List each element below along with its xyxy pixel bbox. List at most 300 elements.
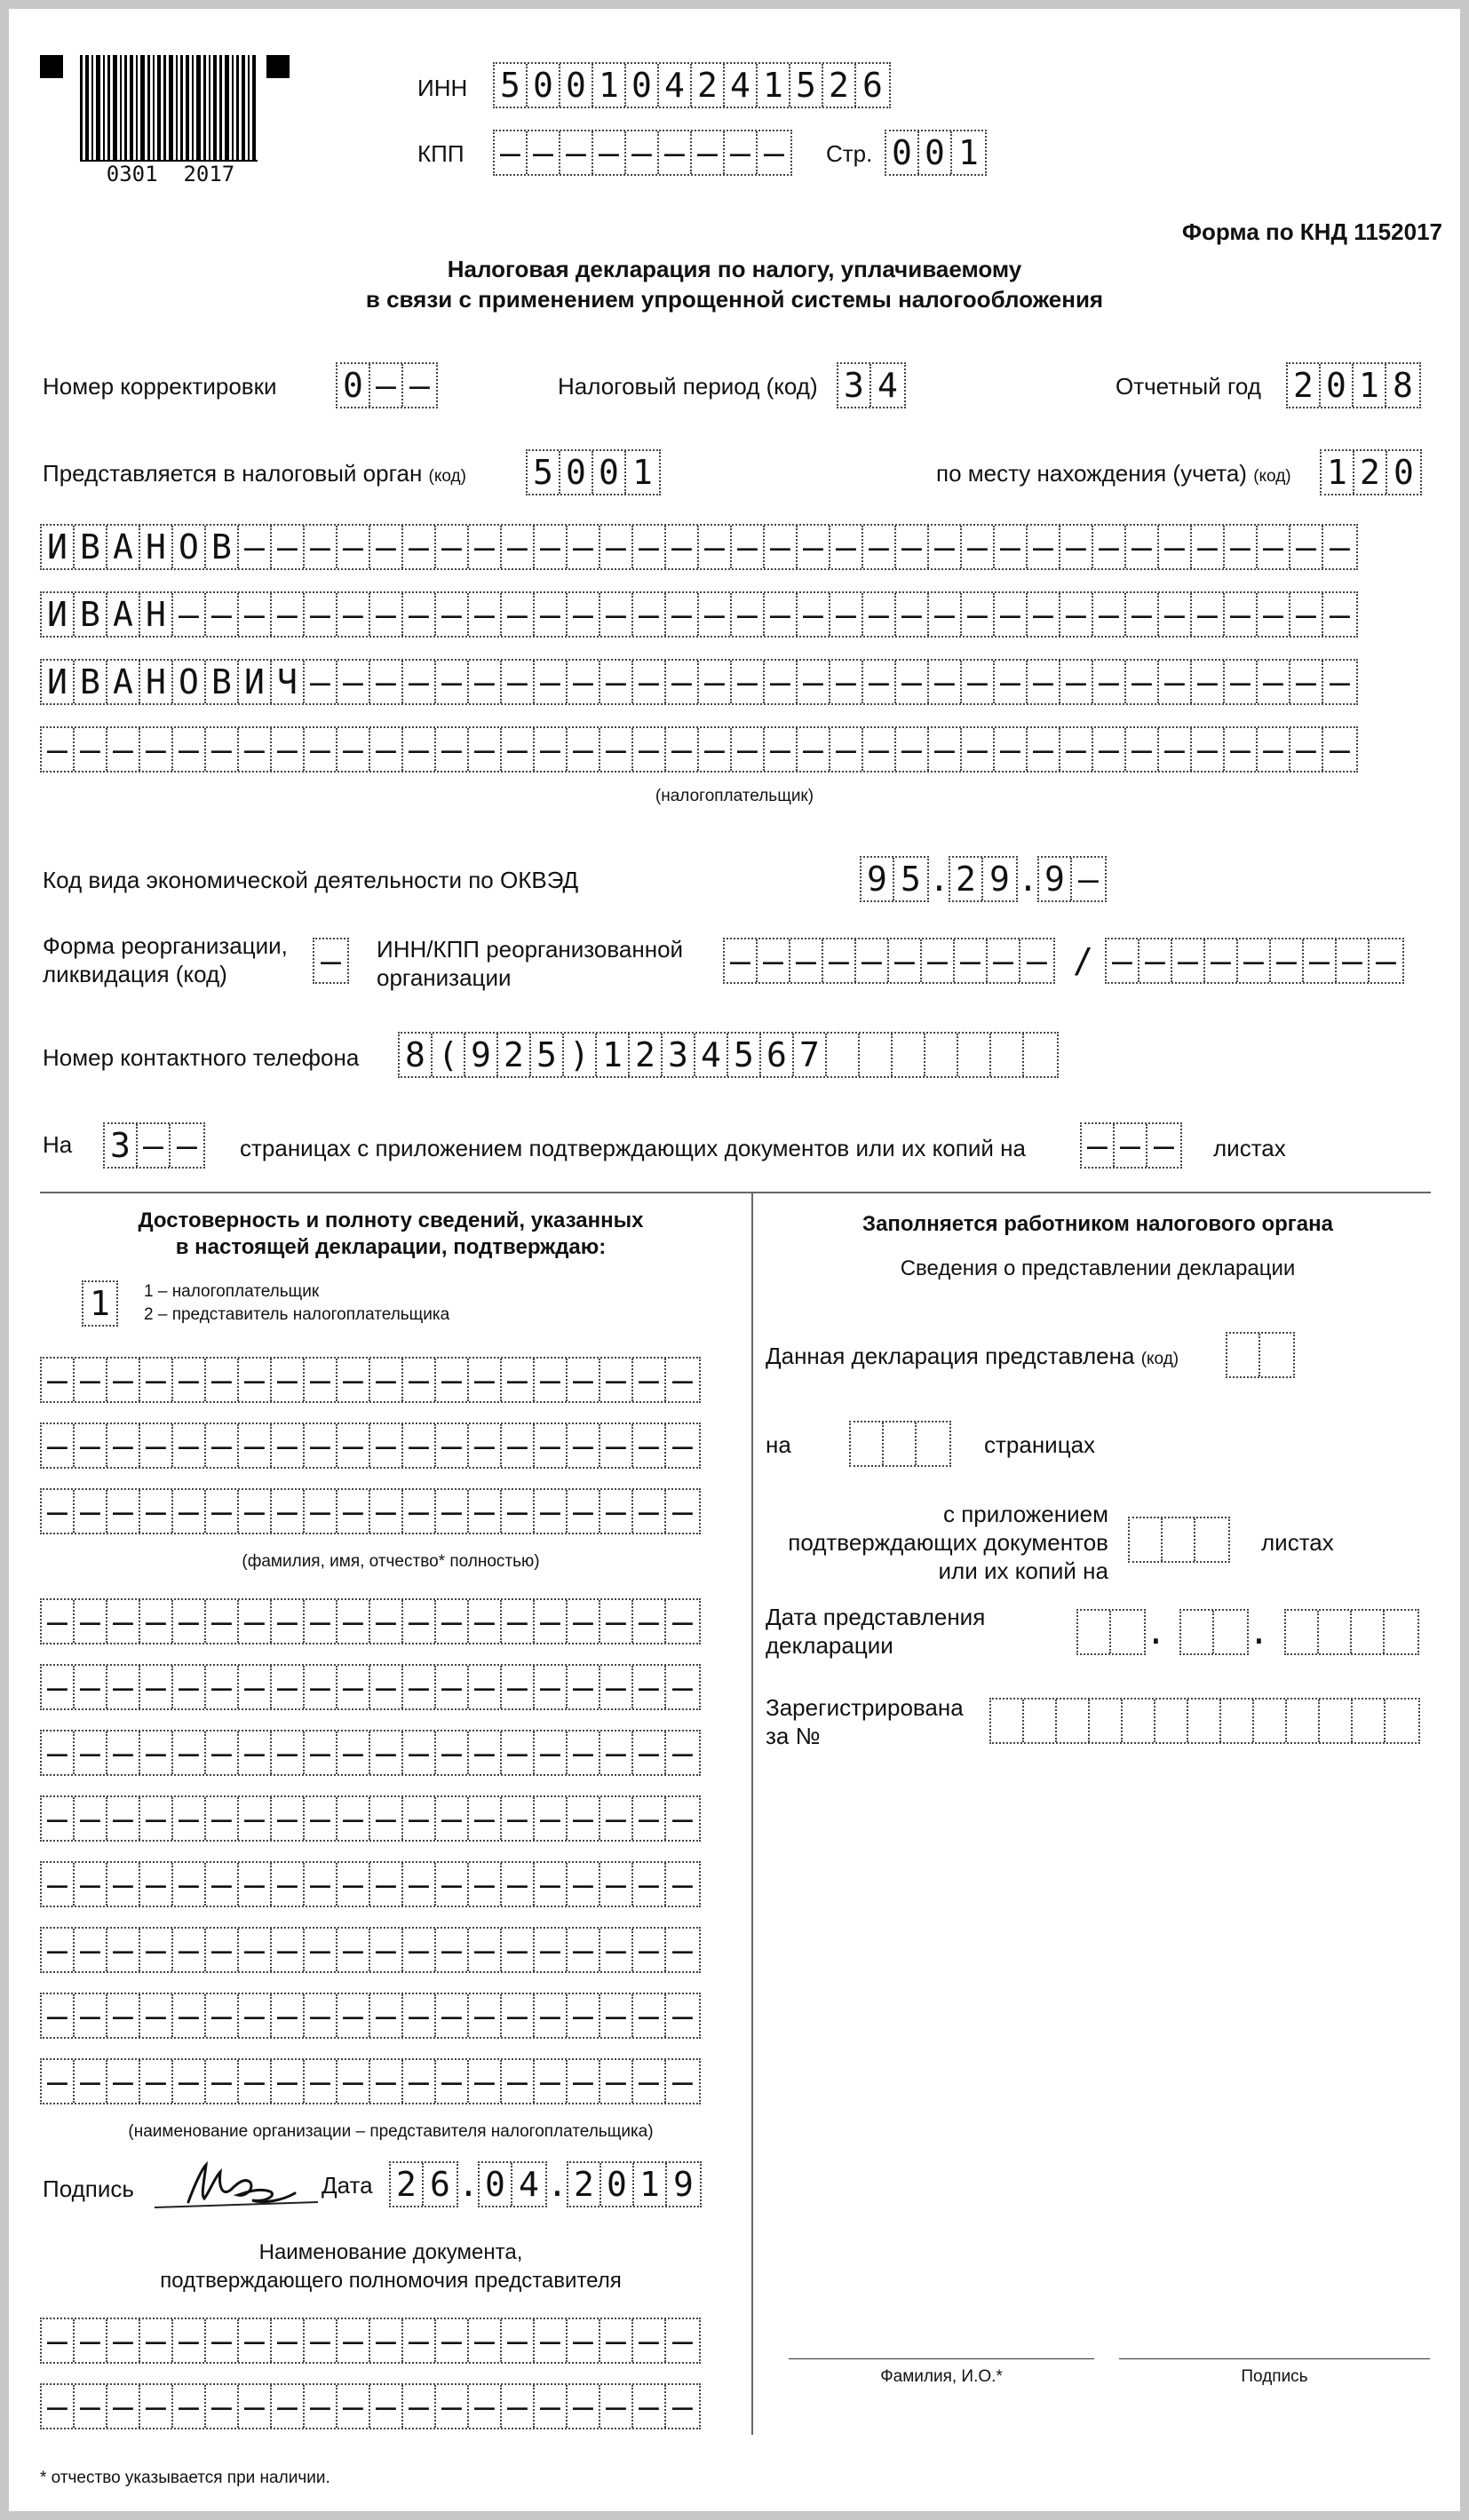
char-cell: –	[633, 2385, 666, 2428]
char-cell: –	[568, 1797, 600, 1840]
char-cell: 0	[528, 64, 560, 107]
char-cell: –	[962, 661, 995, 703]
char-cell: –	[600, 593, 633, 636]
inn-field[interactable]	[493, 62, 891, 108]
char-cell: –	[1093, 728, 1126, 771]
char-cell: –	[535, 1666, 568, 1708]
char-cell: –	[1028, 728, 1060, 771]
title-line-1: Налоговая декларация по налогу, уплачиваемому	[447, 256, 1022, 282]
char-cell: –	[502, 728, 535, 771]
char-cell: –	[239, 1994, 272, 2037]
char-cell: –	[1139, 939, 1172, 982]
char-cell	[991, 1700, 1024, 1742]
char-cell: –	[403, 2319, 436, 2362]
year-field[interactable]	[1286, 362, 1421, 408]
char-cell: –	[469, 1994, 502, 2037]
pages-field[interactable]	[103, 1122, 205, 1169]
char-cell: –	[239, 1666, 272, 1708]
reorg-kpp-field[interactable]	[1105, 938, 1404, 984]
char-cell: –	[272, 526, 305, 568]
char-cell	[1214, 1611, 1247, 1653]
char-cell: А	[107, 526, 140, 568]
char-cell: 0	[337, 364, 370, 407]
char-cell: –	[436, 2060, 469, 2103]
char-cell: –	[535, 1600, 568, 1643]
char-cell: –	[633, 1490, 666, 1533]
reorg-field[interactable]	[313, 938, 349, 984]
char-cell: –	[337, 1424, 370, 1467]
char-cell: –	[1028, 526, 1060, 568]
char-cell: –	[535, 1424, 568, 1467]
org-line-6[interactable]	[40, 1927, 701, 1973]
char-cell	[860, 1034, 893, 1076]
submit-date-year[interactable]	[1284, 1609, 1419, 1655]
char-cell: –	[600, 661, 633, 703]
char-cell: –	[403, 1424, 436, 1467]
char-cell: –	[370, 1797, 403, 1840]
char-cell: –	[896, 526, 929, 568]
char-cell: –	[107, 1600, 140, 1643]
char-cell: –	[1126, 728, 1159, 771]
char-cell: –	[75, 2060, 107, 2103]
char-cell	[851, 1422, 884, 1465]
char-cell: –	[370, 1359, 403, 1401]
char-cell: –	[1115, 1124, 1147, 1167]
char-cell: –	[1330, 730, 1350, 769]
char-cell: –	[370, 1424, 403, 1467]
char-cell: –	[272, 728, 305, 771]
char-cell: И	[42, 526, 75, 568]
char-cell: –	[568, 1732, 600, 1774]
char-cell: –	[305, 1424, 337, 1467]
date-day-field[interactable]	[389, 2161, 458, 2207]
char-cell: И	[42, 661, 75, 703]
org-line-7[interactable]	[40, 1993, 701, 2039]
okved-part-2[interactable]	[949, 856, 1018, 902]
char-cell: –	[600, 1929, 633, 1971]
char-cell: –	[1225, 593, 1258, 636]
char-cell: 1	[593, 64, 626, 107]
char-cell: –	[403, 1490, 436, 1533]
phone-label: Номер контактного телефона	[43, 1044, 360, 1071]
char-cell: –	[403, 1994, 436, 2037]
char-cell: 1	[958, 133, 979, 172]
char-cell: –	[305, 1797, 337, 1840]
org-line-5[interactable]	[40, 1861, 701, 1907]
char-cell: –	[798, 526, 830, 568]
taxpayer-line-3[interactable]	[40, 659, 1358, 705]
char-cell: –	[107, 1424, 140, 1467]
location-field[interactable]	[1320, 449, 1422, 495]
char-cell: –	[173, 1863, 206, 1906]
char-cell: –	[107, 1490, 140, 1533]
char-cell: –	[1126, 526, 1159, 568]
char-cell: –	[1126, 593, 1159, 636]
date-month-field[interactable]	[478, 2161, 547, 2207]
char-cell: –	[272, 2060, 305, 2103]
char-cell: –	[568, 1994, 600, 2037]
char-cell: 0	[1321, 364, 1354, 407]
char-cell: –	[370, 364, 403, 407]
period-label: Налоговый период (код)	[558, 373, 818, 400]
date-label: Дата	[322, 2172, 373, 2199]
char-cell: –	[337, 1666, 370, 1708]
char-cell: –	[75, 1666, 107, 1708]
char-cell: –	[140, 1600, 173, 1643]
submit-date-month[interactable]	[1179, 1609, 1249, 1655]
char-cell: –	[337, 2060, 370, 2103]
char-cell: –	[173, 593, 206, 636]
char-cell: –	[568, 1359, 600, 1401]
taxpayer-line-1[interactable]	[40, 524, 1358, 570]
okved-dot-1: .	[929, 860, 949, 899]
char-cell: –	[1154, 1126, 1174, 1165]
char-cell	[1181, 1611, 1214, 1653]
char-cell: –	[856, 939, 889, 982]
char-cell: –	[535, 661, 568, 703]
org-line-3[interactable]	[40, 1730, 701, 1776]
char-cell: –	[239, 2385, 272, 2428]
char-cell: –	[672, 1865, 693, 1904]
char-cell: –	[732, 661, 765, 703]
char-cell: –	[765, 593, 798, 636]
fio-line-1[interactable]	[40, 1357, 701, 1403]
char-cell: –	[1159, 526, 1192, 568]
char-cell	[1188, 1700, 1221, 1742]
char-cell: –	[107, 2060, 140, 2103]
char-cell: –	[239, 1424, 272, 1467]
char-cell	[917, 1422, 949, 1465]
reorg-inn-label-2: организации	[377, 964, 512, 991]
char-cell: –	[140, 1797, 173, 1840]
char-cell: –	[436, 1863, 469, 1906]
char-cell: –	[436, 661, 469, 703]
char-cell: –	[955, 939, 988, 982]
char-cell: –	[370, 593, 403, 636]
authority-pages-field[interactable]	[849, 1421, 951, 1467]
char-cell: –	[863, 661, 896, 703]
char-cell	[1090, 1700, 1123, 1742]
char-cell: В	[75, 526, 107, 568]
char-cell: –	[239, 728, 272, 771]
kpp-field[interactable]	[493, 130, 792, 176]
char-cell: –	[1258, 728, 1290, 771]
signer-option-1: 1 – налогоплательщик	[144, 1282, 320, 1301]
org-line-2[interactable]	[40, 1664, 701, 1710]
char-cell: –	[140, 1929, 173, 1971]
char-cell: –	[206, 1600, 239, 1643]
char-cell: –	[403, 728, 436, 771]
char-cell: 2	[692, 64, 725, 107]
char-cell: –	[535, 1863, 568, 1906]
char-cell: –	[1258, 661, 1290, 703]
char-cell	[1078, 1611, 1111, 1653]
fio-line-3[interactable]	[40, 1488, 701, 1534]
submit-date-day[interactable]	[1076, 1609, 1146, 1655]
char-cell: –	[42, 728, 75, 771]
char-cell: –	[173, 728, 206, 771]
char-cell: –	[75, 1600, 107, 1643]
date-year-field[interactable]	[567, 2161, 702, 2207]
location-label: по месту нахождения (учета) (код)	[936, 460, 1291, 487]
doc-line-2[interactable]	[40, 2383, 701, 2429]
char-cell: 2	[391, 2163, 424, 2206]
char-cell: 6	[862, 66, 883, 105]
char-cell: –	[469, 1359, 502, 1401]
correction-field[interactable]	[336, 362, 438, 408]
char-cell: –	[107, 1863, 140, 1906]
char-cell: –	[403, 661, 436, 703]
char-cell: –	[1060, 526, 1093, 568]
char-cell: В	[75, 593, 107, 636]
char-cell: –	[409, 366, 430, 405]
barcode-icon	[80, 55, 258, 162]
char-cell: –	[633, 728, 666, 771]
char-cell: –	[568, 1424, 600, 1467]
char-cell: –	[206, 1929, 239, 1971]
char-cell: –	[633, 526, 666, 568]
page-number-field[interactable]	[885, 130, 987, 176]
char-cell: –	[600, 2319, 633, 2362]
char-cell: –	[600, 526, 633, 568]
char-cell: –	[568, 1863, 600, 1906]
char-cell: 0	[593, 451, 626, 494]
char-cell: –	[140, 2319, 173, 2362]
char-cell	[958, 1034, 991, 1076]
char-cell: –	[469, 1929, 502, 1971]
char-cell: 0	[886, 131, 919, 174]
char-cell: –	[42, 1359, 75, 1401]
char-cell: –	[436, 1666, 469, 1708]
period-field[interactable]	[837, 362, 906, 408]
char-cell: –	[305, 1994, 337, 2037]
authority-section-title: Заполняется работником налогового органа	[862, 1212, 1333, 1236]
char-cell: –	[672, 1668, 693, 1707]
char-cell: –	[1159, 593, 1192, 636]
char-cell: –	[42, 1490, 75, 1533]
char-cell: 4	[519, 2165, 539, 2204]
char-cell: –	[138, 1124, 171, 1167]
char-cell: –	[469, 2060, 502, 2103]
char-cell: –	[370, 2319, 403, 2362]
char-cell: –	[1060, 593, 1093, 636]
doc-title-1: Наименование документа,	[258, 2240, 523, 2264]
taxpayer-caption: (налогоплательщик)	[655, 787, 814, 805]
char-cell: –	[173, 2319, 206, 2362]
char-cell: –	[568, 1666, 600, 1708]
char-cell: –	[436, 1359, 469, 1401]
char-cell: –	[337, 2385, 370, 2428]
char-cell: –	[988, 939, 1020, 982]
char-cell: –	[107, 2319, 140, 2362]
char-cell: –	[790, 939, 823, 982]
char-cell: –	[659, 131, 692, 174]
sheets-field[interactable]	[1080, 1122, 1182, 1169]
char-cell: –	[403, 593, 436, 636]
char-cell: –	[107, 2385, 140, 2428]
char-cell: Н	[140, 661, 173, 703]
submitted-label: Данная декларация представлена (код)	[766, 1343, 1179, 1369]
char-cell: –	[1027, 941, 1047, 980]
char-cell: –	[568, 1929, 600, 1971]
char-cell: –	[239, 1797, 272, 1840]
char-cell: О	[173, 526, 206, 568]
char-cell: –	[206, 2319, 239, 2362]
signer-field[interactable]	[82, 1280, 118, 1327]
char-cell: –	[272, 1994, 305, 2037]
char-cell: –	[863, 728, 896, 771]
char-cell: –	[140, 1732, 173, 1774]
char-cell: –	[672, 1930, 693, 1969]
char-cell: –	[732, 728, 765, 771]
doc-line-1[interactable]	[40, 2318, 701, 2364]
char-cell: –	[896, 728, 929, 771]
sign-signature-line	[1119, 2358, 1430, 2359]
org-line-4[interactable]	[40, 1795, 701, 1842]
registered-label-2: за №	[766, 1723, 821, 1749]
char-cell: –	[140, 1424, 173, 1467]
char-cell: –	[272, 1797, 305, 1840]
char-cell: –	[370, 661, 403, 703]
char-cell: –	[732, 593, 765, 636]
attach-label-3: или их копий на	[938, 1557, 1108, 1584]
char-cell: –	[42, 2319, 75, 2362]
char-cell: –	[75, 1797, 107, 1840]
char-cell: –	[173, 1929, 206, 1971]
char-cell: –	[699, 593, 732, 636]
char-cell: –	[206, 1994, 239, 2037]
char-cell: –	[75, 1424, 107, 1467]
char-cell: (	[433, 1034, 465, 1076]
confirm-title-1: Достоверность и полноту сведений, указанных	[138, 1208, 644, 1232]
char-cell: 5	[531, 1034, 564, 1076]
char-cell: –	[337, 2319, 370, 2362]
char-cell: –	[600, 1994, 633, 2037]
char-cell: –	[568, 593, 600, 636]
char-cell: –	[370, 1863, 403, 1906]
char-cell: 3	[663, 1034, 695, 1076]
char-cell: –	[370, 1666, 403, 1708]
char-cell: 9	[989, 860, 1010, 899]
char-cell: –	[140, 2385, 173, 2428]
char-cell: –	[1028, 593, 1060, 636]
char-cell: –	[272, 1359, 305, 1401]
reorg-label-2: ликвидация (код)	[43, 961, 227, 987]
char-cell: –	[140, 1490, 173, 1533]
char-cell: –	[929, 661, 962, 703]
char-cell: –	[764, 133, 784, 172]
okved-part-3[interactable]	[1037, 856, 1107, 902]
char-cell: –	[140, 1863, 173, 1906]
char-cell: –	[502, 1929, 535, 1971]
okved-part-1[interactable]	[860, 856, 929, 902]
char-cell: –	[42, 1994, 75, 2037]
date-dot-1: .	[458, 2165, 479, 2204]
phone-field[interactable]	[398, 1032, 1059, 1078]
char-cell: –	[593, 131, 626, 174]
char-cell: –	[633, 593, 666, 636]
char-cell: –	[633, 661, 666, 703]
char-cell: –	[206, 2385, 239, 2428]
char-cell: –	[436, 593, 469, 636]
org-line-1[interactable]	[40, 1598, 701, 1644]
char-cell: –	[502, 1732, 535, 1774]
char-cell: –	[1192, 728, 1225, 771]
barcode-number: 0301 2017	[82, 162, 259, 186]
char-cell: –	[305, 1600, 337, 1643]
char-cell: –	[206, 1359, 239, 1401]
authority-field[interactable]	[526, 449, 661, 495]
char-cell: –	[502, 661, 535, 703]
char-cell: –	[239, 593, 272, 636]
char-cell: –	[403, 2385, 436, 2428]
org-line-8[interactable]	[40, 2058, 701, 2104]
char-cell: –	[502, 2385, 535, 2428]
registered-number-field[interactable]	[989, 1698, 1420, 1744]
char-cell: –	[305, 2385, 337, 2428]
char-cell: 4	[695, 1034, 728, 1076]
char-cell: –	[140, 728, 173, 771]
char-cell	[1155, 1700, 1188, 1742]
title-line-2: в связи с применением упрощенной системы налогообложения	[365, 286, 1104, 313]
reorg-slash: /	[1073, 941, 1093, 980]
reorg-inn-field[interactable]	[723, 938, 1055, 984]
char-cell: –	[692, 131, 725, 174]
fio-line-2[interactable]	[40, 1422, 701, 1469]
char-cell: –	[600, 1797, 633, 1840]
char-cell	[1024, 1034, 1057, 1076]
char-cell: –	[436, 526, 469, 568]
taxpayer-line-2[interactable]	[40, 591, 1358, 638]
char-cell: –	[995, 526, 1028, 568]
char-cell: –	[75, 1994, 107, 2037]
authority-sheets-field[interactable]	[1128, 1517, 1230, 1563]
page-label: Стр.	[826, 140, 873, 167]
char-cell: –	[1082, 1124, 1115, 1167]
char-cell: –	[140, 2060, 173, 2103]
submitted-code-field[interactable]	[1226, 1332, 1295, 1378]
char-cell: –	[337, 728, 370, 771]
doc-title-2: подтверждающего полномочия представителя	[160, 2269, 622, 2293]
char-cell: –	[337, 1929, 370, 1971]
char-cell: –	[1205, 939, 1238, 982]
char-cell: –	[672, 1360, 693, 1399]
char-cell: –	[305, 1490, 337, 1533]
taxpayer-line-4[interactable]	[40, 726, 1358, 773]
char-cell: –	[206, 1490, 239, 1533]
correction-label: Номер корректировки	[43, 373, 277, 400]
char-cell: –	[42, 1732, 75, 1774]
pages-middle: страницах с приложением подтверждающих документов или их копий на	[240, 1135, 1026, 1161]
char-cell: –	[633, 1666, 666, 1708]
char-cell: 8	[1393, 366, 1413, 405]
char-cell: –	[528, 131, 560, 174]
char-cell: –	[173, 1732, 206, 1774]
char-cell: –	[633, 2060, 666, 2103]
char-cell: –	[1093, 526, 1126, 568]
char-cell: –	[337, 1359, 370, 1401]
char-cell: –	[758, 939, 790, 982]
fio-caption: (фамилия, имя, отчество* полностью)	[242, 1552, 540, 1571]
char-cell: –	[469, 661, 502, 703]
char-cell: И	[42, 593, 75, 636]
char-cell: –	[370, 2385, 403, 2428]
attach-label-2: подтверждающих документов	[788, 1529, 1108, 1556]
char-cell: –	[1258, 593, 1290, 636]
char-cell: –	[830, 526, 863, 568]
registered-label-1: Зарегистрирована	[766, 1694, 964, 1721]
authority-sign-caption: Подпись	[1241, 2367, 1308, 2386]
